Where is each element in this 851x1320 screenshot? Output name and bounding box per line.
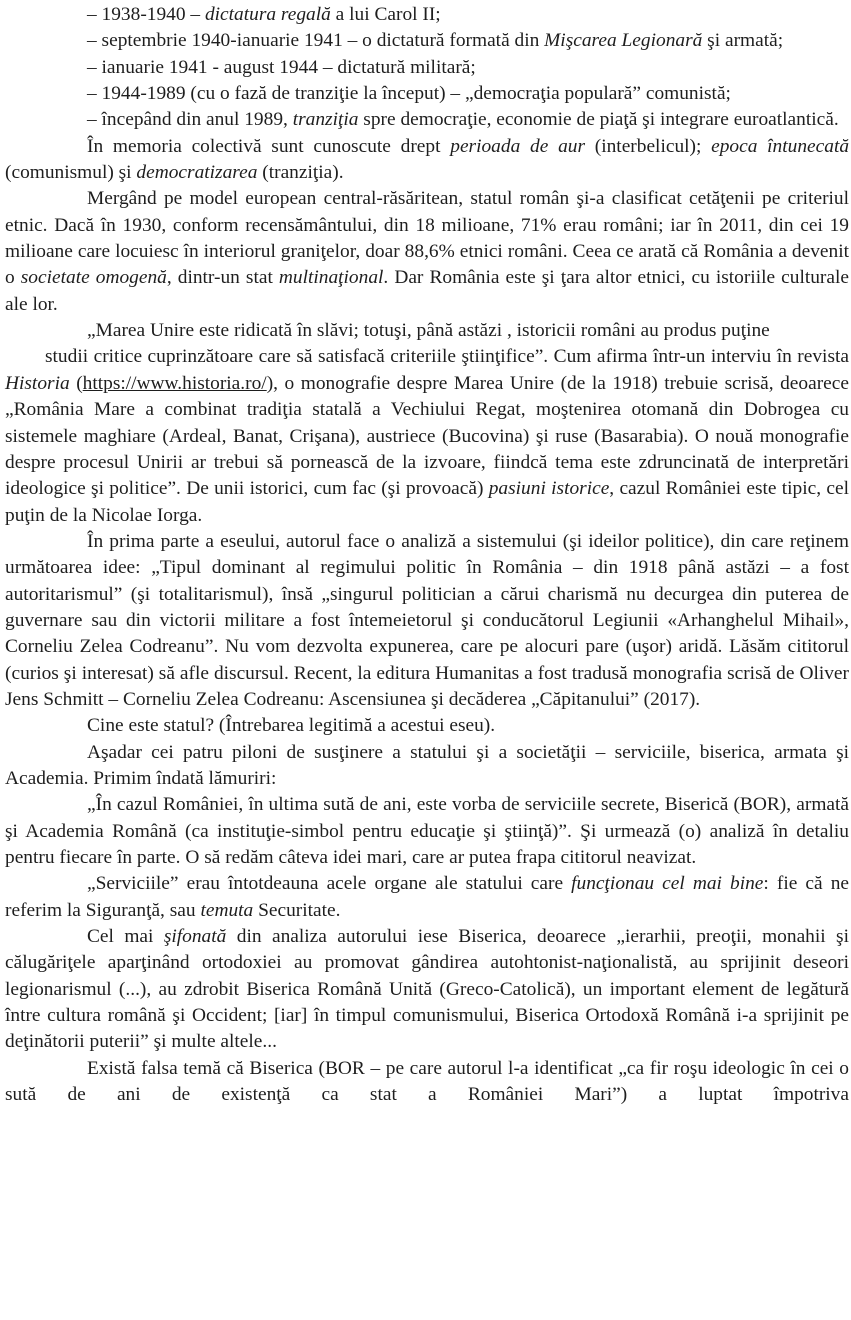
paragraph <box>5 871 849 924</box>
paragraph <box>5 186 849 318</box>
paragraph <box>5 529 849 713</box>
text-run: Securitate. <box>253 899 341 921</box>
paragraph <box>5 713 849 739</box>
text-run: Mergând pe model european central-răsăritean, statul român şi-a clasificat cetăţenii pe criteriul etnic. Dacă în 1930, conform recensământului, din 18 milioane, 71% erau români; iar în 2011, din cei 19 milioane care locuiesc în interiorul graniţelor, doar 88,6% etnici români. Ceea ce arată că România a devenit o <box>5 188 849 289</box>
historia-link[interactable]: https://www.historia.ro/ <box>82 372 267 394</box>
paragraph <box>5 1056 849 1109</box>
italic-text: temuta <box>200 899 254 921</box>
text-run: şi armată; <box>702 30 784 52</box>
italic-text: epoca întunecată <box>711 135 850 157</box>
italic-text: şifonată <box>163 926 227 948</box>
text-run: , dintr-un stat <box>166 267 279 289</box>
text-run: – 1938-1940 – <box>87 4 205 25</box>
paragraph <box>5 134 849 187</box>
paragraph <box>5 107 849 133</box>
text-run: „Serviciile” erau întotdeauna acele organe ale statului care <box>87 873 572 895</box>
italic-text: democratizarea <box>136 162 258 184</box>
italic-text: tranziţia <box>292 109 359 131</box>
text-run: Există falsa temă că Biserica (BOR – pe care autorul l-a identificat „ca fir roşu ideologic în cei o sută de ani de existenţă ca stat a României Mari”) a luptat împotriva <box>5 1057 849 1106</box>
text-run: – ianuarie 1941 - august 1944 – dictatură militară; <box>87 56 476 78</box>
paragraph <box>5 344 849 528</box>
text-run: . Dar România este şi ţara altor etnici, cu istoriile culturale ale lor. <box>5 267 849 315</box>
text-run: a lui Carol II; <box>330 4 441 25</box>
text-run: În memoria colectivă sunt cunoscute drept <box>87 135 451 157</box>
italic-text: funcţionau cel mai bine <box>571 873 764 895</box>
text-run: studii critice cuprinzătoare care să satisfacă criteriile ştiinţifice”. Cum afirma într-un interviu în revista <box>45 346 849 368</box>
italic-text: Historia <box>5 372 70 394</box>
text-run: – 1944-1989 (cu o fază de tranziţie la început) – „democraţia populară” comunistă; <box>87 83 731 105</box>
text-run: – septembrie 1940-ianuarie 1941 – o dictatură formată din <box>87 30 545 52</box>
text-run: Cel mai <box>87 926 164 948</box>
text-run: „În cazul României, în ultima sută de ani, este vorba de serviciile secrete, Biserică (BOR), armată şi Academia Română (ca instituţie-simbol pentru educaţie şi ştiinţă)”. Şi urmează (o) analiză în detaliu pentru fiecare în parte. O să redăm câteva idei mari, care ar putea frapa cititorul neavizat. <box>5 794 849 868</box>
text-run: „Marea Unire este ridicată în slăvi; totuşi, până astăzi , istoricii români au produs puţine <box>87 320 770 342</box>
paragraph <box>5 55 849 81</box>
text-run: : fie că ne referim la Siguranţă, sau <box>5 873 849 921</box>
italic-text: pasiuni istorice <box>488 478 610 500</box>
text-run: din analiza autorului iese Biserica, deoarece „ierarhii, preoţii, monahii şi călugăriţele aparţinând ortodoxiei au promovat gândirea autohtonist-naţionalistă, au sprijinit deseori legionarismul (...), au zdrobit Biserica Română Unită (Greco-Catolică), un important element de legătură între cultura română şi Occident; [iar] în timpul comunismului, Biserica Ortodoxă Română i-a sprijinit pe deţinătorii puterii” şi multe altele... <box>5 926 849 1053</box>
text-run: Aşadar cei patru piloni de susţinere a statului şi a societăţii – serviciile, biserica, armata şi Academia. Primim îndată lămuriri: <box>5 741 849 789</box>
paragraph <box>5 924 849 1056</box>
text-run: Cine este statul? (Întrebarea legitimă a acestui eseu). <box>87 715 496 737</box>
text-run: (tranziţia). <box>257 162 344 184</box>
italic-text: societate omogenă <box>20 267 167 289</box>
paragraph <box>5 81 849 107</box>
paragraph <box>5 2 849 28</box>
text-run: , cazul României este tipic, cel puţin de la Nicolae Iorga. <box>5 478 849 526</box>
paragraph <box>5 740 849 793</box>
text-run: ), o monografie despre Marea Unire (de la 1918) trebuie scrisă, deoarece „România Mare a combinat tradiţia statală a Vechiului Regat, moştenirea otomană din Dobrogea cu sistemele maghiare (Ardeal, Banat, Crişana), austriece (Bucovina) şi ruse (Basarabia). O nouă monografie despre procesul Unirii ar trebui să pornească de la izvoare, fiindcă tema este zdruncinată de interpretări ideologice şi politice”. De unii istorici, cum fac (şi provoacă) <box>5 372 849 500</box>
italic-text: perioada de aur <box>450 135 586 157</box>
text-run: (interbelicul); <box>585 135 712 157</box>
italic-text: dictatura regală <box>204 4 331 25</box>
paragraph <box>5 28 849 54</box>
text-run: (comunismul) şi <box>5 162 137 184</box>
italic-text: multinaţional <box>278 267 384 289</box>
text-run: ( <box>69 372 83 394</box>
paragraph <box>5 792 849 871</box>
paragraph <box>5 318 849 344</box>
italic-text: Mişcarea Legionară <box>544 30 703 52</box>
text-run: În prima parte a eseului, autorul face o analiză a sistemului (şi ideilor politice), din care reţinem următoarea idee: „Tipul dominant al regimului politic în România – din 1918 până astăzi – a fost autoritarismul” (şi totalitarismul), însă „singurul politician a cărui charismă nu decurgea din puterea de guvernare sau din victorii militare a fost întemeietorul şi conducătorul Legiunii «Arhanghelul Mihail», Corneliu Zelea Codreanu”. Nu vom dezvolta expunerea, care pe alocuri pare (uşor) aridă. Lăsăm cititorul (curios şi interesat) să afle discursul. Recent, la editura Humanitas a fost tradusă monografia scrisă de Oliver Jens Schmitt – Corneliu Zelea Codreanu: Ascensiunea şi decăderea „Căpitanului” (2017). <box>5 530 849 710</box>
document-page <box>5 2 849 1108</box>
text-run: – începând din anul 1989, <box>87 109 293 131</box>
text-run: spre democraţie, economie de piaţă şi integrare euroatlantică. <box>358 109 839 131</box>
